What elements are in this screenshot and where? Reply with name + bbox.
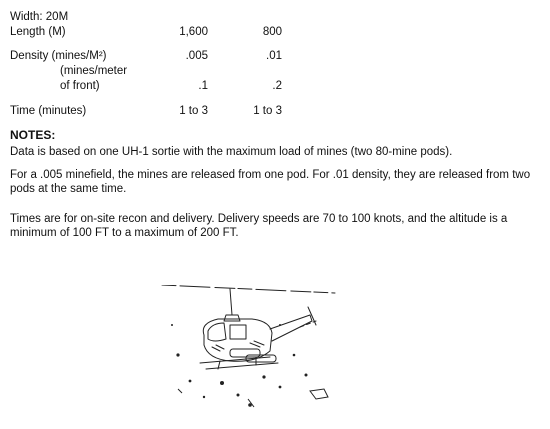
note-paragraph-2: For a .005 minefield, the mines are released from one pod. For .01 density, they are released from two pods at the same time.: [10, 169, 531, 195]
helicopter-dispensing-mines-icon: [160, 285, 340, 415]
time-label: Time (minutes): [10, 105, 87, 117]
length-value-2: 800: [262, 26, 282, 38]
width-line: Width: 20M: [10, 11, 69, 23]
density-sub-label-2: of front): [60, 80, 100, 92]
time-value-1: 1 to 3: [179, 105, 208, 117]
note-paragraph-1: Data is based on one UH-1 sortie with the maximum load of mines (two 80-mine pods).: [10, 146, 453, 158]
note-paragraph-3: Times are for on-site recon and delivery. Delivery speeds are 70 to 100 knots, and the altitude is a minimum of 100 FT to a maximum of 200 FT.: [10, 213, 508, 239]
front-value-2: .2: [272, 80, 282, 92]
front-value-1: .1: [198, 80, 208, 92]
notes-heading: NOTES:: [10, 128, 56, 142]
length-value-1: 1,600: [179, 26, 208, 38]
density-value-2: .01: [266, 50, 282, 62]
density-sub-label-1: (mines/meter: [60, 65, 128, 77]
length-label: Length (M): [10, 26, 66, 38]
density-value-1: .005: [185, 50, 208, 62]
density-label: Density (mines/M²): [10, 50, 107, 62]
time-value-2: 1 to 3: [253, 105, 282, 117]
